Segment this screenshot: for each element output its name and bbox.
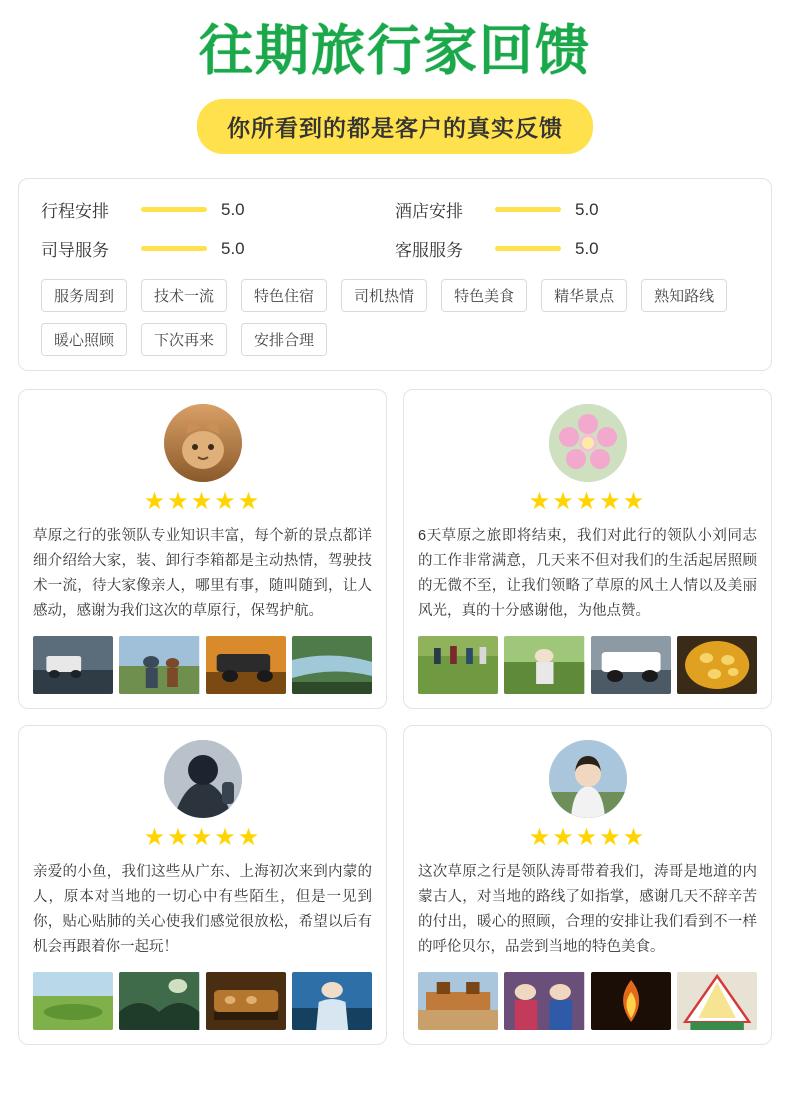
ratings-grid: [41, 197, 749, 261]
photo-thumbnail[interactable]: [206, 972, 286, 1030]
avatar: [164, 740, 242, 818]
rating-item: [395, 197, 749, 222]
photo-thumbnail[interactable]: [292, 972, 372, 1030]
tag-chip[interactable]: 安排合理: [241, 323, 327, 356]
photo-thumbnail[interactable]: [33, 636, 113, 694]
tag-chip[interactable]: 特色住宿: [241, 279, 327, 312]
photo-thumbnail[interactable]: [33, 972, 113, 1030]
rating-value: 5.0: [575, 199, 599, 219]
review-text: 这次草原之行是领队涛哥带着我们，涛哥是地道的内蒙古人，对当地的路线了如指掌，感谢几天不辞辛苦的付出，暖心的照顾，合理的安排让我们看到不一样的呼伦贝尔，品尝到当地的特色美食。: [418, 864, 757, 955]
tag-chip[interactable]: 特色美食: [441, 279, 527, 312]
tag-chip[interactable]: 技术一流: [141, 279, 227, 312]
photo-thumbnail[interactable]: [418, 636, 498, 694]
review-card-grid: [18, 389, 772, 1045]
avatar: [549, 740, 627, 818]
photo-thumbnail[interactable]: [677, 972, 757, 1030]
tag-chip[interactable]: 司机热情: [341, 279, 427, 312]
review-card: [403, 389, 772, 709]
tag-chip[interactable]: 服务周到: [41, 279, 127, 312]
photo-thumbnail[interactable]: [119, 972, 199, 1030]
subtitle-row: [18, 99, 772, 154]
rating-value: 5.0: [221, 238, 245, 258]
star-rating: ★★★★★: [143, 824, 262, 852]
photo-thumbnail[interactable]: [206, 636, 286, 694]
tag-list: [41, 279, 749, 356]
review-card: [18, 389, 387, 709]
review-text: 6天草原之旅即将结束，我们对此行的领队小刘同志的工作非常满意，几天来不但对我们的生活起居照顾的无微不至，让我们领略了草原的风土人情以及美丽风光，真的十分感谢他，为他点赞。: [418, 528, 757, 620]
thumbnail-row: [418, 636, 757, 694]
rating-value: 5.0: [221, 199, 245, 219]
review-text: 亲爱的小鱼，我们这些从广东、上海初次来到内蒙的人，原本对当地的一切心中有些陌生，但是一见到你，贴心贴肺的关心使我们感觉很放松，希望以后有机会再跟着你一起玩！: [33, 864, 372, 955]
thumbnail-row: [418, 972, 757, 1030]
review-card: [18, 725, 387, 1045]
rating-bar: [141, 207, 207, 212]
rating-bar: [495, 246, 561, 251]
thumbnail-row: [33, 636, 372, 694]
star-rating: ★★★★★: [143, 488, 262, 516]
ratings-panel: [18, 178, 772, 371]
rating-bar: [141, 246, 207, 251]
rating-bar: [495, 207, 561, 212]
rating-item: [395, 236, 749, 261]
tag-chip[interactable]: 下次再来: [141, 323, 227, 356]
rating-item: [41, 236, 395, 261]
rating-label: 行程安排: [41, 202, 109, 222]
rating-label: 客服服务: [395, 241, 463, 261]
star-rating: ★★★★★: [528, 824, 647, 852]
photo-thumbnail[interactable]: [591, 972, 671, 1030]
avatar: [549, 404, 627, 482]
tag-chip[interactable]: 精华景点: [541, 279, 627, 312]
rating-label: 酒店安排: [395, 202, 463, 222]
star-rating: ★★★★★: [528, 488, 647, 516]
tag-chip[interactable]: 暖心照顾: [41, 323, 127, 356]
photo-thumbnail[interactable]: [677, 636, 757, 694]
photo-thumbnail[interactable]: [292, 636, 372, 694]
photo-thumbnail[interactable]: [418, 972, 498, 1030]
rating-value: 5.0: [575, 238, 599, 258]
photo-thumbnail[interactable]: [591, 636, 671, 694]
rating-label: 司导服务: [41, 241, 109, 261]
tag-chip[interactable]: 熟知路线: [641, 279, 727, 312]
thumbnail-row: [33, 972, 372, 1030]
review-card: [403, 725, 772, 1045]
review-text: 草原之行的张领队专业知识丰富，每个新的景点都详细介绍给大家，装、卸行李箱都是主动热情，驾驶技术一流，待大家像亲人，哪里有事，随叫随到，让人感动，感谢为我们这次的草原行，保驾护航。: [33, 528, 372, 620]
photo-thumbnail[interactable]: [504, 636, 584, 694]
photo-thumbnail[interactable]: [504, 972, 584, 1030]
avatar: [164, 404, 242, 482]
page-subtitle: 你所看到的都是客户的真实反馈: [197, 99, 593, 154]
page-title: 往期旅行家回馈: [199, 21, 591, 81]
rating-item: [41, 197, 395, 222]
photo-thumbnail[interactable]: [119, 636, 199, 694]
